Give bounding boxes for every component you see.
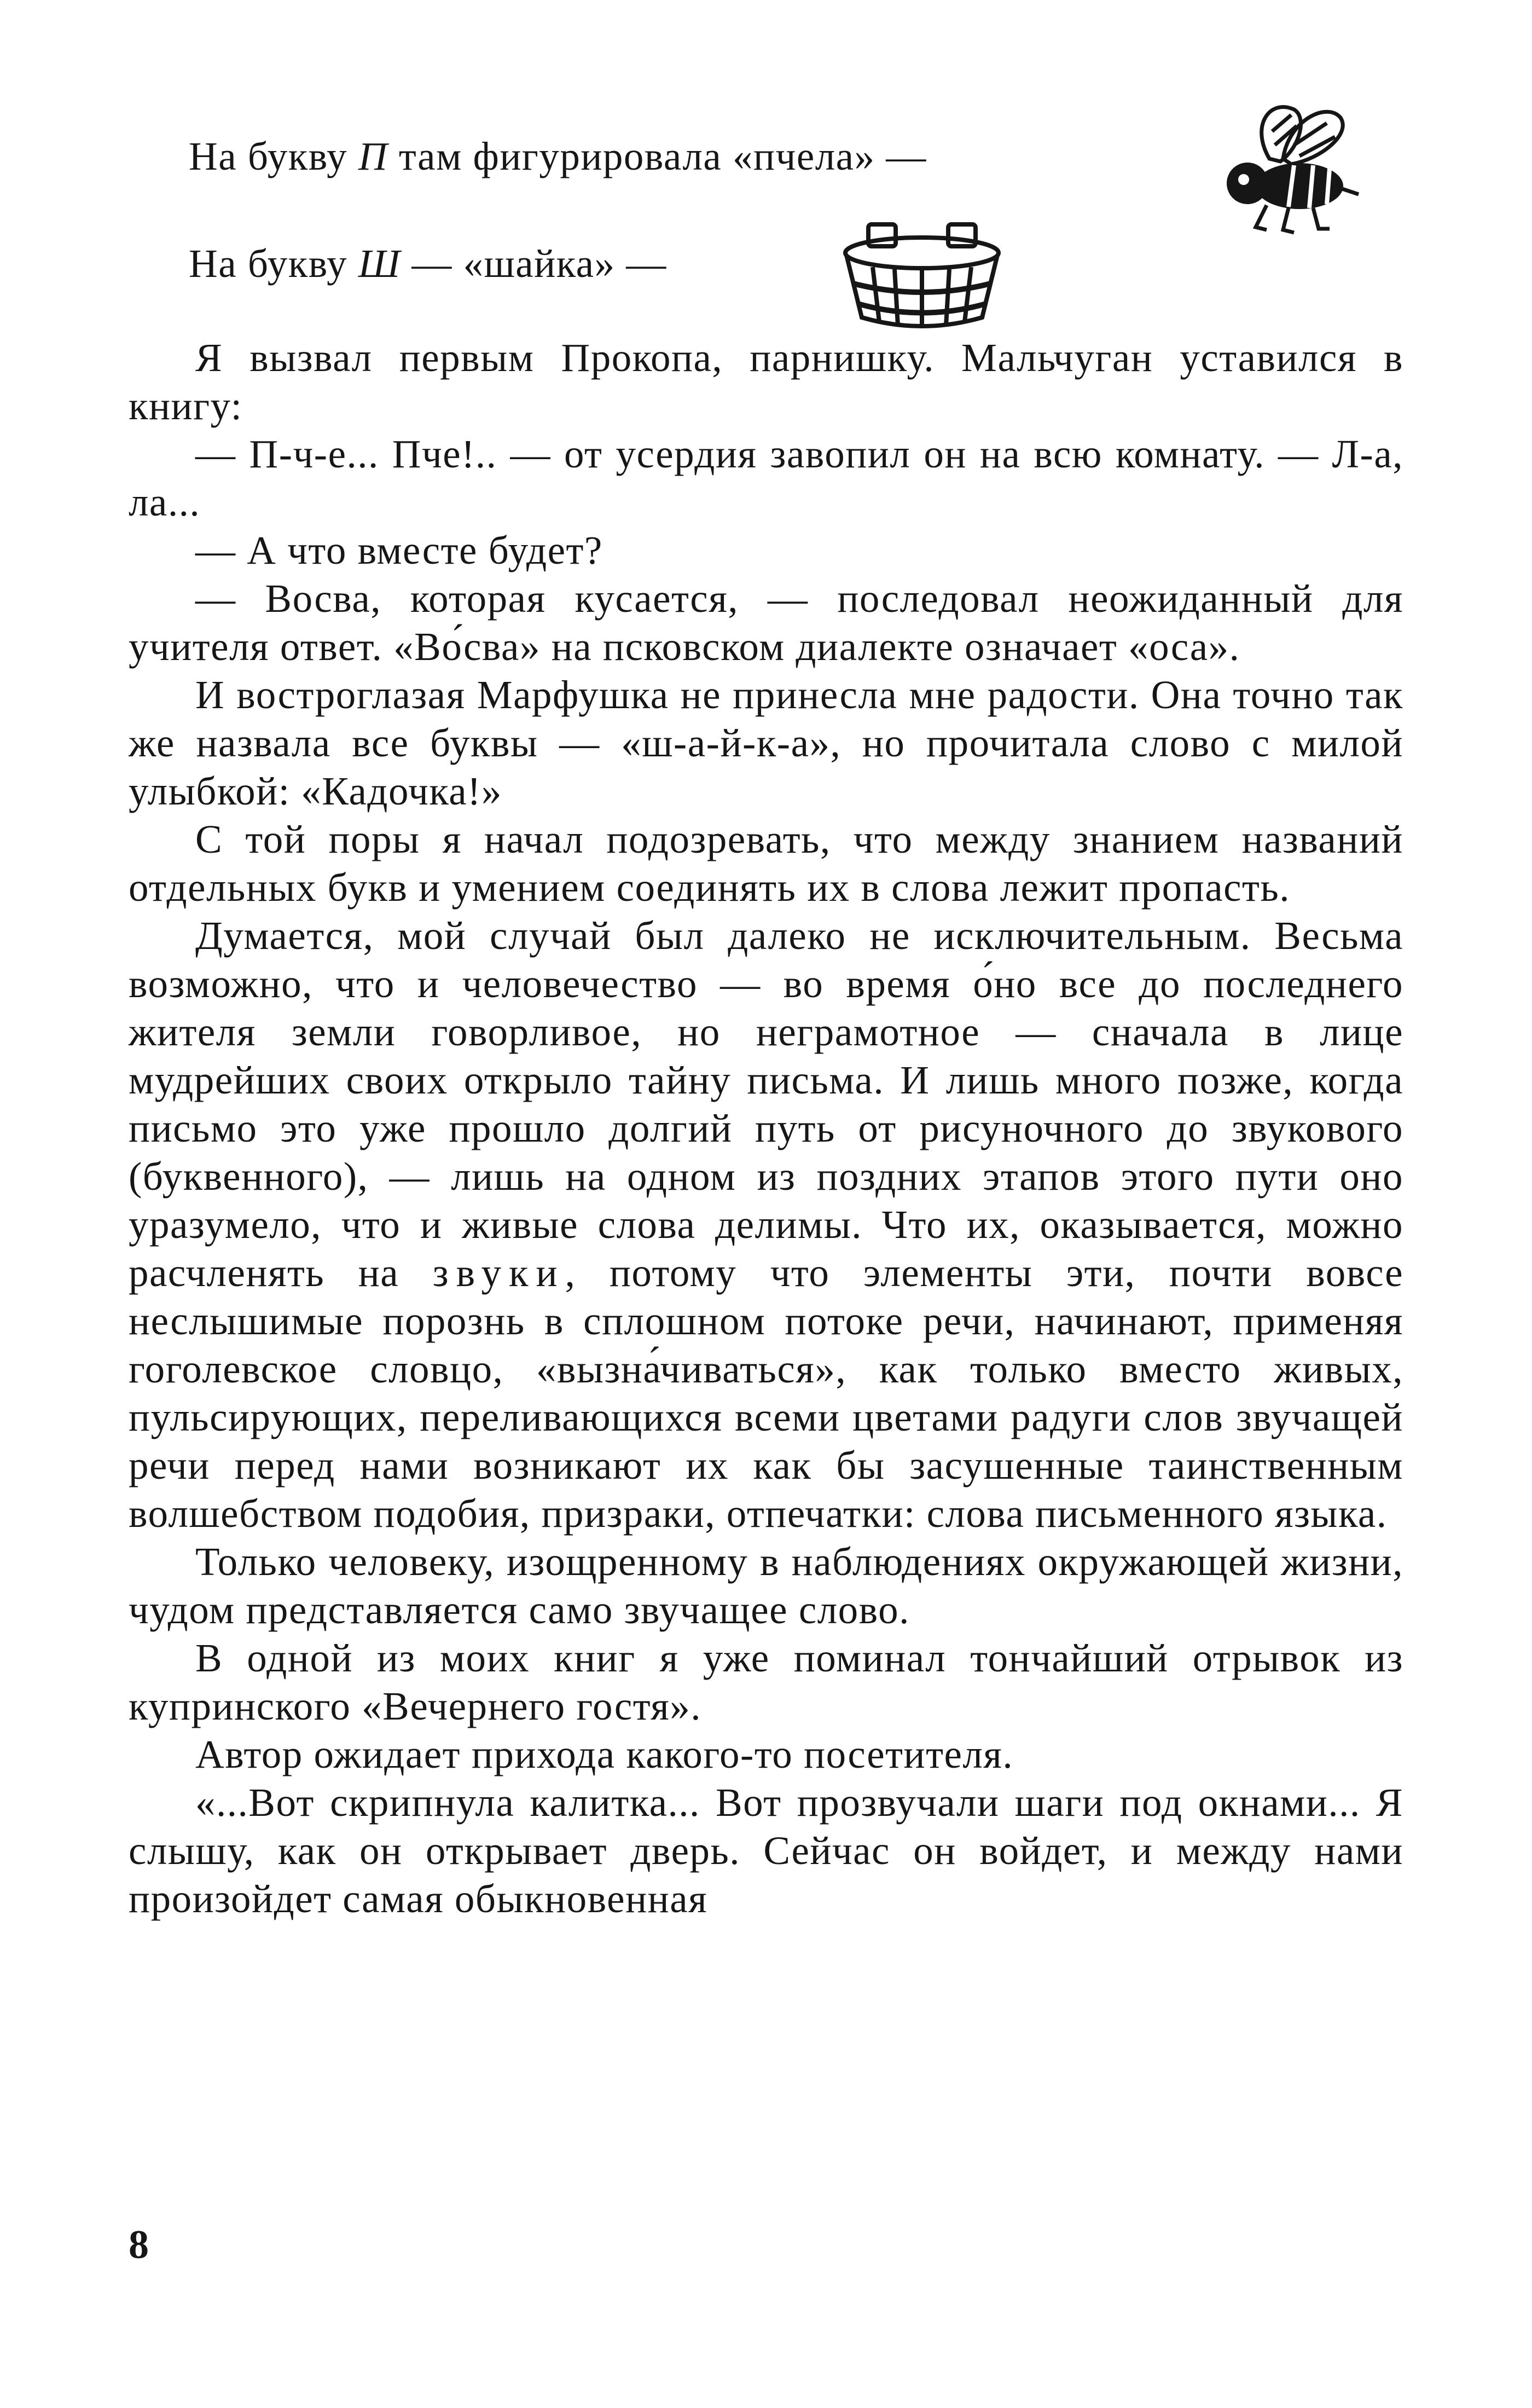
example-tub-prefix: На букву xyxy=(189,241,358,286)
paragraph-7 xyxy=(129,912,1403,1538)
paragraph-9: В одной из моих книг я уже поминал тончайший отрывок из купринского «Вечернего гостя». xyxy=(129,1636,1403,1728)
spaced-word-zvuki: звуки xyxy=(432,1251,565,1295)
example-bee-prefix: На букву xyxy=(189,134,358,178)
paragraph-3: — А что вместе будет? xyxy=(195,528,603,572)
example-tub-text xyxy=(189,240,667,288)
page-body xyxy=(129,109,1403,1923)
paragraph-7-part-a: Думается, мой случай был далеко не исключительным. Весьма возможно, что и человечество — во время о́но все до последнего жителя земли говорливое, но неграмотное — сначала в лице мудрейших своих открыло тайну письма. И лишь много позже, когда письмо это уже прошло долгий путь от рисуночного до звукового (буквенного), — лишь на одном из поздних этапов этого пути оно уразумело, что и живые слова делимы. Что их, оказывается, можно расчленять на xyxy=(129,913,1403,1295)
example-tub-line xyxy=(129,224,1403,334)
wash-tub-icon xyxy=(840,213,1004,334)
page-number: 8 xyxy=(129,2222,149,2267)
paragraph-5: И востроглазая Марфушка не принесла мне радости. Она точно так же назвала все буквы — «ш-а-й-к-а», но прочитала слово с милой улыбкой: «Кадочка!» xyxy=(129,673,1403,813)
paragraph-7-part-c: , потому что элементы эти, почти вовсе неслышимые порознь в сплошном потоке речи, начинают, применяя гоголевское словцо, «вызна́чиваться», как только вместо живых, пульсирующих, переливающихся всеми цветами радуги слов звучащей речи перед нами возникают их как бы засушенные таинственным волшебством подобия, призраки, отпечатки: слова письменного языка. xyxy=(129,1251,1403,1536)
paragraph-1: Я вызвал первым Прокопа, парнишку. Мальчуган уставился в книгу: xyxy=(129,335,1403,428)
bee-icon xyxy=(1217,93,1360,241)
example-bee-text xyxy=(189,132,927,181)
letter-p: П xyxy=(358,134,388,178)
paragraph-2: — П-ч-е... Пче!.. — от усердия завопил он на всю комнату. — Л-а, ла... xyxy=(129,432,1403,524)
paragraph-10: Автор ожидает прихода какого-то посетителя. xyxy=(195,1732,1014,1776)
example-bee-suffix: там фигурировала «пчела» — xyxy=(388,134,927,178)
paragraph-11: «...Вот скрипнула калитка... Вот прозвучали шаги под окнами... Я слышу, как он открывает дверь. Сейчас он войдет, и между нами произойдет самая обыкновенная xyxy=(129,1780,1403,1921)
paragraph-8: Только человеку, изощренному в наблюдениях окружающей жизни, чудом представляется само звучащее слово. xyxy=(129,1539,1403,1632)
example-bee-line xyxy=(129,109,1403,224)
example-tub-suffix: — «шайка» — xyxy=(401,241,667,286)
letter-sh: Ш xyxy=(358,241,401,286)
paragraph-4: — Восва, которая кусается, — последовал неожиданный для учителя ответ. «Во́сва» на псковском диалекте означает «оса». xyxy=(129,576,1403,669)
paragraph-6: С той поры я начал подозревать, что между знанием названий отдельных букв и умением соединять их в слова лежит пропасть. xyxy=(129,817,1403,910)
